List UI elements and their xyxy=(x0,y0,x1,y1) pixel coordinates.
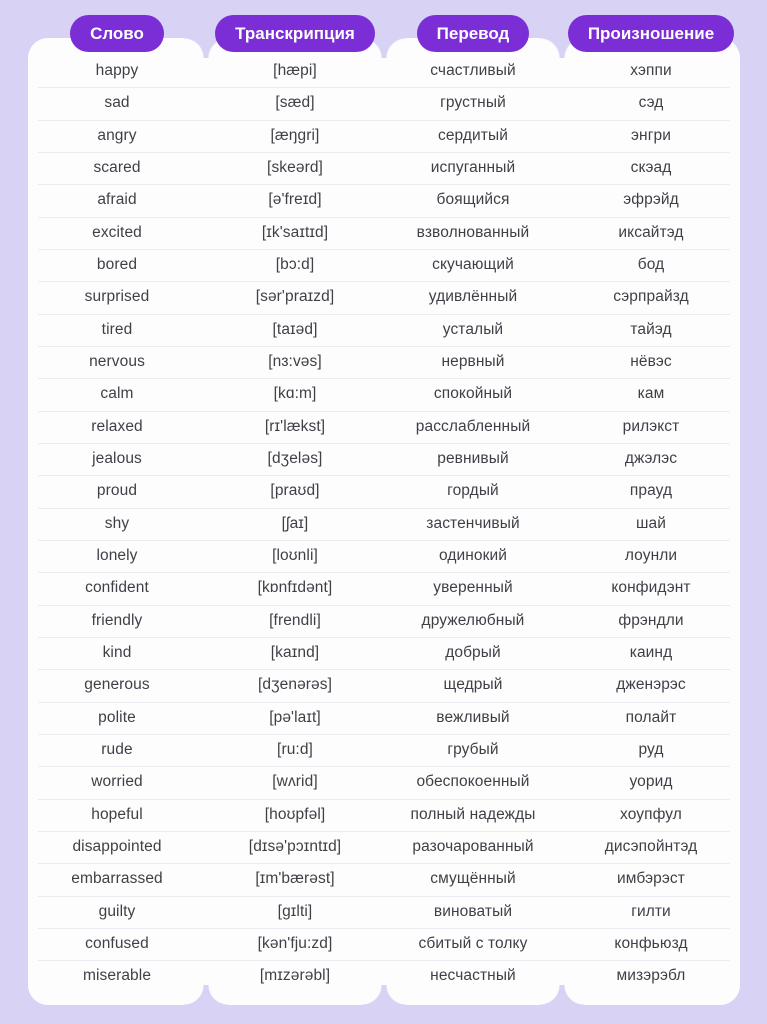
translation-cell: ревнивый xyxy=(437,450,509,468)
transcription-cell: [kən'fju:zd] xyxy=(257,935,333,953)
word-cell: confused xyxy=(85,935,149,953)
translation-cell: несчастный xyxy=(430,967,516,985)
table-row xyxy=(28,540,740,572)
transcription-cell: [rɪ'lækst] xyxy=(264,417,326,435)
word-cell: friendly xyxy=(91,611,143,629)
transcription-cell: [ɪk'saɪtɪd] xyxy=(261,223,329,241)
translation-cell: грубый xyxy=(447,741,499,759)
translation-cell: уверенный xyxy=(433,579,513,597)
translation-cell: дружелюбный xyxy=(421,611,525,629)
pronunciation-cell: мизэрэбл xyxy=(616,967,686,985)
transcription-cell: [dʒenərəs] xyxy=(257,676,333,694)
table-row xyxy=(28,831,740,863)
transcription-cell: [ə'freɪd] xyxy=(268,191,322,209)
translation-cell: застенчивый xyxy=(426,514,520,532)
table-row xyxy=(28,120,740,152)
header-cell-pronunciation xyxy=(562,15,740,52)
pronunciation-cell: лоунли xyxy=(624,547,678,565)
table-row xyxy=(28,314,740,346)
transcription-cell: [sər'praɪzd] xyxy=(255,288,335,306)
translation-cell: счастливый xyxy=(430,62,516,80)
word-cell: jealous xyxy=(92,450,142,468)
pronunciation-cell: хэппи xyxy=(630,62,672,80)
table-row xyxy=(28,863,740,895)
table-row xyxy=(28,928,740,960)
translation-cell: сердитый xyxy=(437,126,509,144)
translation-cell: нервный xyxy=(441,353,505,371)
table-row xyxy=(28,766,740,798)
table-row xyxy=(28,411,740,443)
table-row xyxy=(28,281,740,313)
translation-cell: спокойный xyxy=(433,385,513,403)
transcription-cell: [kaɪnd] xyxy=(270,644,320,662)
word-cell: excited xyxy=(92,223,142,241)
pronunciation-cell: имбэрэст xyxy=(617,870,685,888)
column-header-pill-word: Слово xyxy=(70,15,164,52)
pronunciation-cell: дисэпойнтэд xyxy=(604,838,698,856)
header-cell-transcription xyxy=(206,15,384,52)
translation-cell: испуганный xyxy=(430,159,516,177)
pronunciation-cell: сэд xyxy=(638,94,664,112)
transcription-cell: [hæpi] xyxy=(273,62,317,80)
scallop-notch xyxy=(362,985,406,1005)
table-body xyxy=(28,55,740,993)
translation-cell: удивлённый xyxy=(428,288,518,306)
word-cell: bored xyxy=(96,256,138,274)
word-cell: tired xyxy=(101,320,133,338)
transcription-cell: [kɒnfɪdənt] xyxy=(257,579,333,597)
pronunciation-cell: конфидэнт xyxy=(611,579,691,597)
table-row xyxy=(28,605,740,637)
table-panel xyxy=(28,38,740,1005)
word-cell: generous xyxy=(84,676,150,694)
word-cell: shy xyxy=(104,514,130,532)
pronunciation-cell: каинд xyxy=(629,644,673,662)
column-header-pill-pronunciation: Произношение xyxy=(568,15,734,52)
table-row xyxy=(28,217,740,249)
transcription-cell: [sæd] xyxy=(275,94,315,112)
transcription-cell: [gɪlti] xyxy=(277,902,313,920)
table-row xyxy=(28,637,740,669)
word-cell: relaxed xyxy=(91,417,143,435)
table-row xyxy=(28,378,740,410)
table-row xyxy=(28,346,740,378)
translation-cell: щедрый xyxy=(443,676,503,694)
transcription-cell: [skeərd] xyxy=(267,159,323,177)
pronunciation-cell: фрэндли xyxy=(618,611,684,629)
word-cell: embarrassed xyxy=(71,870,163,888)
table-row xyxy=(28,702,740,734)
table-row xyxy=(28,87,740,119)
table-row xyxy=(28,799,740,831)
translation-cell: скучающий xyxy=(432,256,514,274)
word-cell: proud xyxy=(96,482,138,500)
pronunciation-cell: руд xyxy=(638,741,664,759)
transcription-cell: [mɪzərəbl] xyxy=(259,967,331,985)
transcription-cell: [dʒeləs] xyxy=(267,450,323,468)
transcription-cell: [wʌrid] xyxy=(272,773,318,791)
table-row xyxy=(28,572,740,604)
word-cell: nervous xyxy=(89,353,145,371)
transcription-cell: [dɪsə'pɔɪntɪd] xyxy=(248,838,342,856)
table-row xyxy=(28,508,740,540)
pronunciation-cell: тайэд xyxy=(630,320,672,338)
pronunciation-cell: дженэрэс xyxy=(616,676,686,694)
word-cell: confident xyxy=(85,579,149,597)
transcription-cell: [taɪəd] xyxy=(272,320,318,338)
transcription-cell: [kɑ:m] xyxy=(273,385,317,403)
table-row xyxy=(28,734,740,766)
header-cell-translation xyxy=(384,15,562,52)
word-cell: rude xyxy=(101,741,133,759)
word-cell: surprised xyxy=(84,288,150,306)
pronunciation-cell: гилти xyxy=(631,902,671,920)
transcription-cell: [hoʊpfəl] xyxy=(264,805,326,823)
table-row xyxy=(28,475,740,507)
translation-cell: добрый xyxy=(445,644,501,662)
word-cell: hopeful xyxy=(91,805,143,823)
translation-cell: сбитый с толку xyxy=(418,935,528,953)
pronunciation-cell: полайт xyxy=(625,708,677,726)
pronunciation-cell: скэад xyxy=(630,159,672,177)
column-header-pill-translation: Перевод xyxy=(417,15,530,52)
transcription-cell: [loʊnli] xyxy=(272,547,318,565)
pronunciation-cell: хоупфул xyxy=(620,805,682,823)
translation-cell: боящийся xyxy=(436,191,510,209)
word-cell: scared xyxy=(93,159,141,177)
translation-cell: взволнованный xyxy=(416,223,530,241)
pronunciation-cell: нёвэс xyxy=(630,353,672,371)
word-cell: disappointed xyxy=(72,838,162,856)
word-cell: polite xyxy=(98,708,136,726)
word-cell: kind xyxy=(102,644,132,662)
translation-cell: обеспокоенный xyxy=(416,773,530,791)
transcription-cell: [frendli] xyxy=(269,611,321,629)
table-row xyxy=(28,55,740,87)
word-cell: guilty xyxy=(98,902,136,920)
pronunciation-cell: уорид xyxy=(629,773,673,791)
table-row xyxy=(28,249,740,281)
word-cell: lonely xyxy=(96,547,138,565)
word-cell: afraid xyxy=(97,191,137,209)
table-row xyxy=(28,896,740,928)
column-header-pill-transcription: Транскрипция xyxy=(215,15,375,52)
transcription-cell: [pə'laɪt] xyxy=(269,708,321,726)
translation-cell: одинокий xyxy=(438,547,508,565)
pronunciation-cell: эфрэйд xyxy=(623,191,679,209)
transcription-cell: [ru:d] xyxy=(277,741,313,759)
pronunciation-cell: кам xyxy=(637,385,665,403)
translation-cell: разочарованный xyxy=(412,838,534,856)
transcription-cell: [æŋgri] xyxy=(270,126,320,144)
translation-cell: полный надежды xyxy=(410,805,536,823)
pronunciation-cell: рилэкст xyxy=(622,417,680,435)
header-cell-word xyxy=(28,15,206,52)
translation-cell: гордый xyxy=(447,482,499,500)
pronunciation-cell: прауд xyxy=(629,482,673,500)
word-cell: miserable xyxy=(82,967,152,985)
table-row xyxy=(28,152,740,184)
translation-cell: усталый xyxy=(442,320,504,338)
word-cell: worried xyxy=(91,773,143,791)
scallop-notch xyxy=(184,985,228,1005)
transcription-cell: [ɪm'bærəst] xyxy=(255,870,335,888)
transcription-cell: [bɔ:d] xyxy=(275,256,315,274)
translation-cell: расслабленный xyxy=(415,417,531,435)
pronunciation-cell: сэрпрайзд xyxy=(613,288,689,306)
table-header-row xyxy=(28,15,740,52)
word-cell: happy xyxy=(95,62,139,80)
pronunciation-cell: джэлэс xyxy=(624,450,678,468)
translation-cell: грустный xyxy=(440,94,506,112)
pronunciation-cell: шай xyxy=(635,514,666,532)
transcription-cell: [ʃaɪ] xyxy=(281,514,309,532)
table-row xyxy=(28,669,740,701)
pronunciation-cell: иксайтэд xyxy=(618,223,684,241)
translation-cell: виноватый xyxy=(433,902,513,920)
scallop-notch xyxy=(540,985,584,1005)
translation-cell: смущённый xyxy=(430,870,516,888)
word-cell: angry xyxy=(97,126,137,144)
pronunciation-cell: конфьюзд xyxy=(614,935,688,953)
table-row xyxy=(28,184,740,216)
pronunciation-cell: бод xyxy=(637,256,665,274)
word-cell: calm xyxy=(100,385,134,403)
transcription-cell: [praʊd] xyxy=(270,482,320,500)
table-row xyxy=(28,443,740,475)
transcription-cell: [nɜ:vəs] xyxy=(268,353,322,371)
pronunciation-cell: энгри xyxy=(631,126,671,144)
word-cell: sad xyxy=(104,94,130,112)
translation-cell: вежливый xyxy=(436,708,510,726)
